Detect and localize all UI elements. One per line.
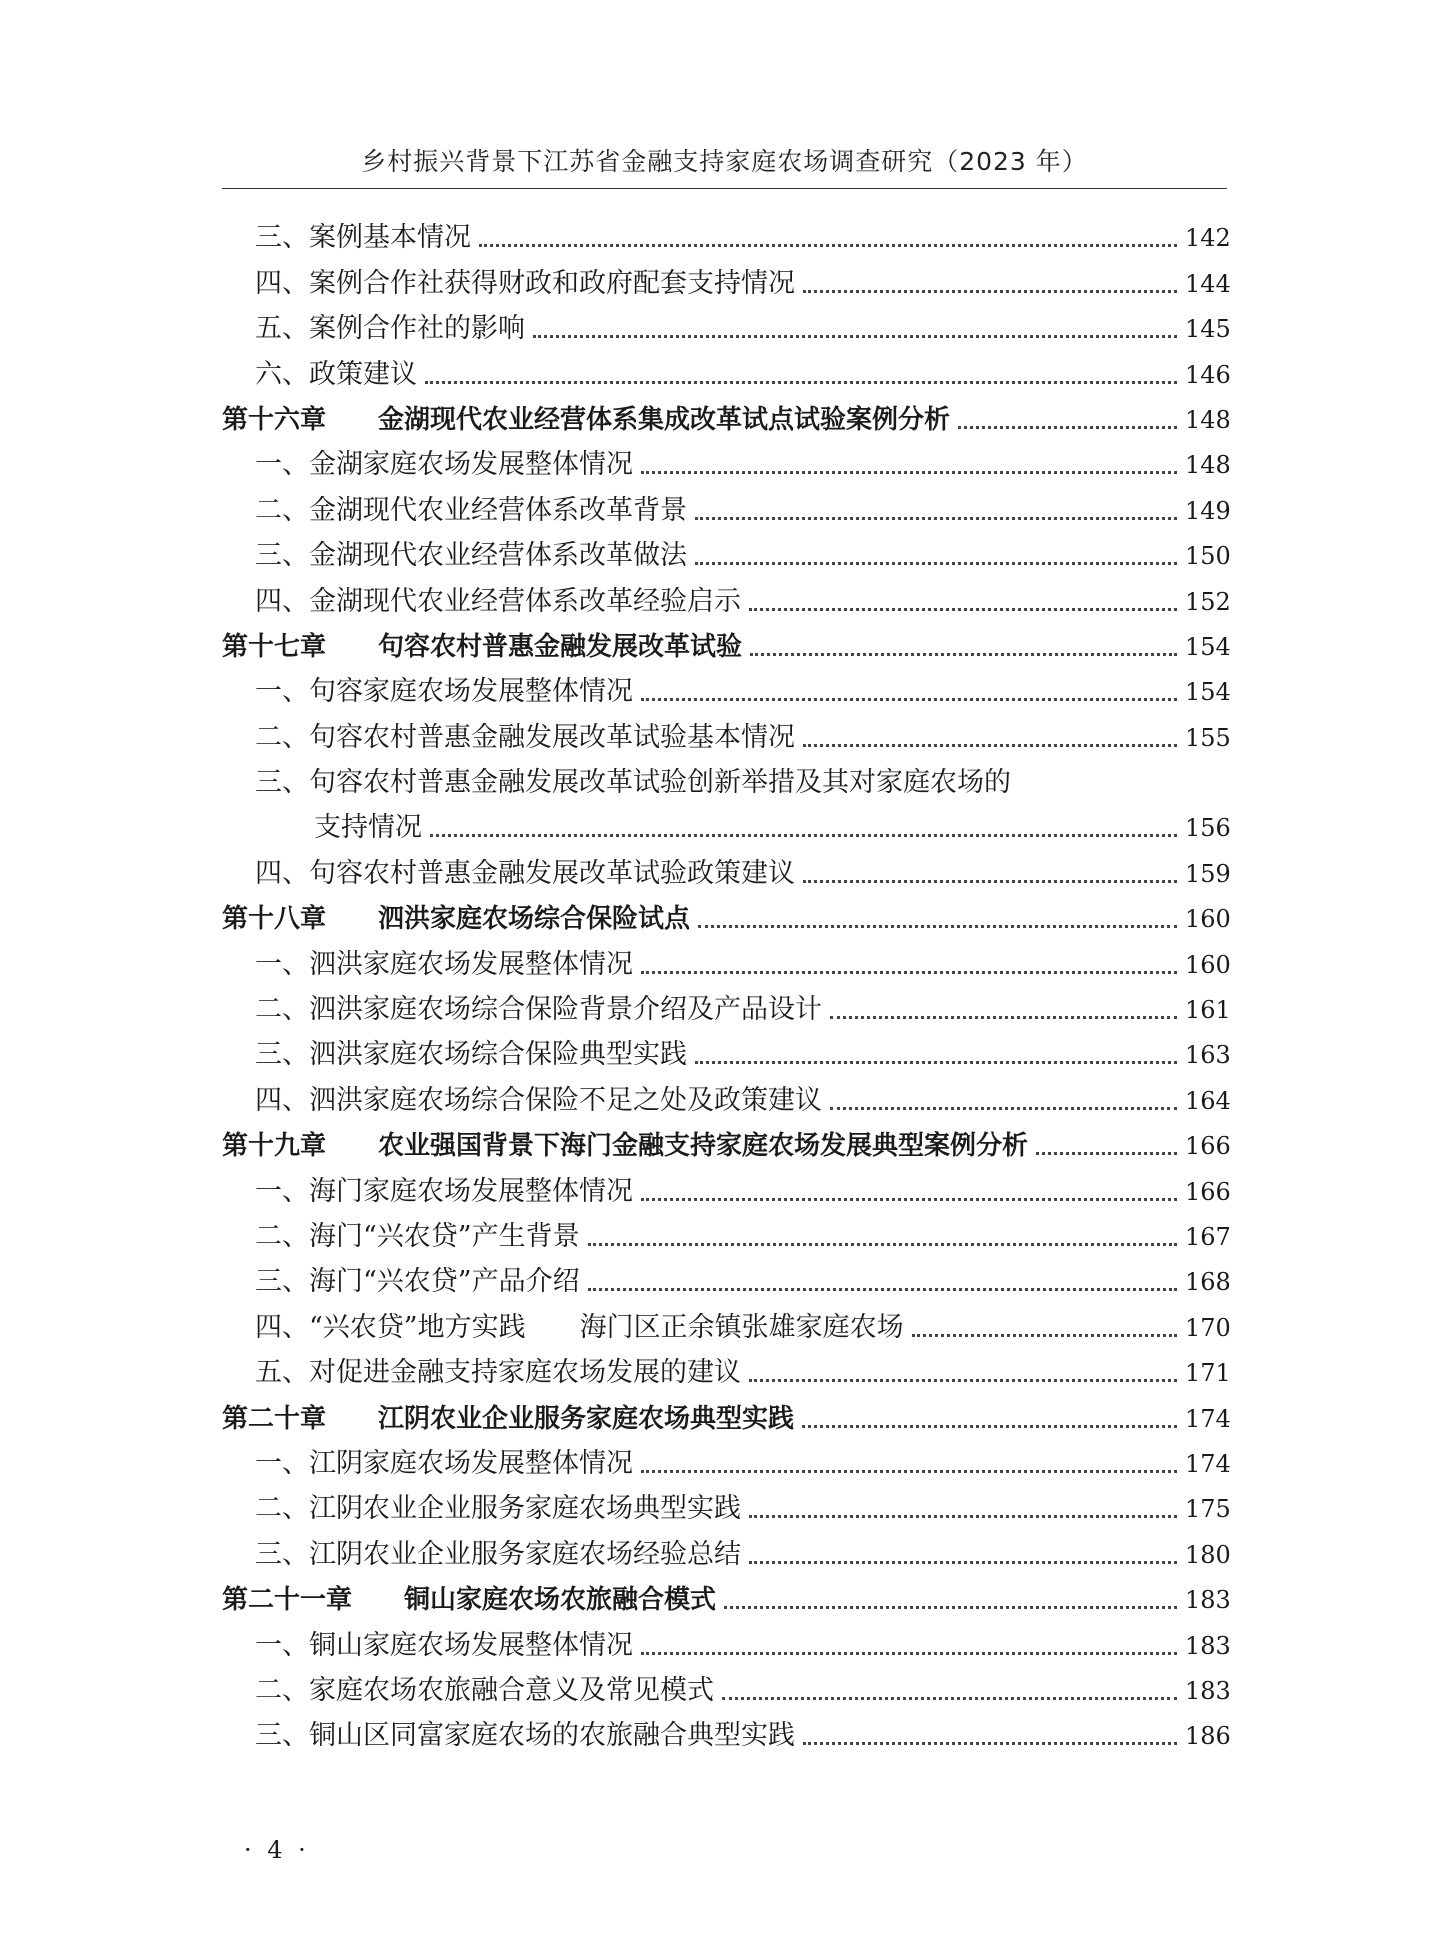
toc-entry-title: 一、金湖家庭农场发展整体情况: [255, 449, 633, 481]
toc-entry-title: 一、句容家庭农场发展整体情况: [255, 676, 633, 708]
toc-section-entry[interactable]: [222, 1621, 1231, 1666]
page-number: · 4 ·: [244, 1836, 310, 1864]
dot-leader: [695, 517, 1177, 520]
toc-page-number: 166: [1185, 1132, 1231, 1161]
toc-chapter-entry[interactable]: [222, 623, 1231, 668]
toc-entry-title: 第十六章 金湖现代农业经营体系集成改革试点试验案例分析: [222, 404, 951, 435]
toc-page-number: 159: [1185, 859, 1231, 888]
toc-entry-title: 三、铜山区同富家庭农场的农旅融合典型实践: [255, 1720, 795, 1752]
toc-section-entry[interactable]: [222, 1530, 1231, 1575]
toc-page-number: 146: [1185, 360, 1231, 389]
toc-entry-title: 一、江阴家庭农场发展整体情况: [255, 1447, 633, 1479]
toc-page-number: 154: [1185, 678, 1231, 707]
dot-leader: [641, 1470, 1177, 1473]
dot-leader: [749, 608, 1177, 611]
toc-section-entry[interactable]: [222, 1485, 1231, 1530]
toc-page-number: 142: [1185, 224, 1231, 253]
toc-entry-title: 四、句容农村普惠金融发展改革试验政策建议: [255, 857, 795, 889]
toc-entry-title: 三、金湖现代农业经营体系改革做法: [255, 540, 687, 572]
toc-page-number: 145: [1185, 315, 1231, 344]
toc-entry-title: 四、“兴农贷”地方实践 海门区正余镇张雄家庭农场: [255, 1311, 904, 1343]
dot-leader: [533, 335, 1177, 338]
toc-chapter-entry[interactable]: [222, 895, 1231, 940]
toc-chapter-entry[interactable]: [222, 1394, 1231, 1439]
dot-leader: [912, 1334, 1177, 1337]
toc-section-entry[interactable]: [222, 486, 1231, 531]
toc-page-number: 186: [1185, 1722, 1231, 1751]
toc-section-entry[interactable]: [222, 1167, 1231, 1212]
toc-section-entry[interactable]: [222, 804, 1231, 849]
toc-page-number: 174: [1185, 1449, 1231, 1478]
toc-entry-title: 六、政策建议: [255, 358, 417, 390]
toc-entry-title: 第十七章 句容农村普惠金融发展改革试验: [222, 631, 743, 662]
toc-section-entry[interactable]: [222, 441, 1231, 486]
toc-page-number: 168: [1185, 1268, 1231, 1297]
toc-section-entry[interactable]: [222, 1213, 1231, 1258]
toc-entry-title: 支持情况: [314, 812, 422, 844]
toc-page-number: 150: [1185, 542, 1231, 571]
toc-entry-title: 二、海门“兴农贷”产生背景: [255, 1220, 580, 1252]
toc-section-entry[interactable]: [222, 986, 1231, 1031]
toc-entry-title: 四、案例合作社获得财政和政府配套支持情况: [255, 267, 795, 299]
dot-leader: [588, 1243, 1177, 1246]
toc-entry-title: 一、海门家庭农场发展整体情况: [255, 1175, 633, 1207]
dot-leader: [641, 1198, 1177, 1201]
toc-page-number: 163: [1185, 1041, 1231, 1070]
toc-page-number: 180: [1185, 1540, 1231, 1569]
dot-leader: [750, 653, 1177, 656]
toc-page-number: 166: [1185, 1177, 1231, 1206]
toc-page-number: 175: [1185, 1495, 1231, 1524]
toc-entry-title: 第二十章 江阴农业企业服务家庭农场典型实践: [222, 1403, 795, 1434]
toc-entry-title: 二、句容农村普惠金融发展改革试验基本情况: [255, 721, 795, 753]
toc-page-number: 170: [1185, 1313, 1231, 1342]
toc-page-number: 167: [1185, 1222, 1231, 1251]
toc-entry-title: 二、家庭农场农旅融合意义及常见模式: [255, 1674, 714, 1706]
toc-chapter-entry[interactable]: [222, 396, 1231, 441]
toc-entry-title: 三、泗洪家庭农场综合保险典型实践: [255, 1039, 687, 1071]
toc-section-entry[interactable]: [222, 1031, 1231, 1076]
toc-page-number: 148: [1185, 405, 1231, 434]
toc-page-number: 161: [1185, 996, 1231, 1025]
dot-leader: [749, 1561, 1177, 1564]
dot-leader: [641, 971, 1177, 974]
toc-entry-title: 五、对促进金融支持家庭农场发展的建议: [255, 1357, 741, 1389]
dot-leader: [803, 290, 1177, 293]
toc-section-entry[interactable]: [222, 1712, 1231, 1757]
header-rule: [222, 188, 1227, 189]
toc-section-entry[interactable]: [222, 1258, 1231, 1303]
dot-leader: [1036, 1152, 1177, 1155]
toc-section-entry[interactable]: [222, 1667, 1231, 1712]
running-header: 乡村振兴背景下江苏省金融支持家庭农场调查研究（2023 年）: [361, 147, 1088, 176]
toc-section-entry[interactable]: [222, 849, 1231, 894]
dot-leader: [830, 1107, 1177, 1110]
toc-page-number: 152: [1185, 587, 1231, 616]
toc-chapter-entry[interactable]: [222, 1576, 1231, 1621]
dot-leader: [749, 1379, 1177, 1382]
dot-leader: [749, 1515, 1177, 1518]
dot-leader: [830, 1016, 1177, 1019]
toc-entry-title: 五、案例合作社的影响: [255, 313, 525, 345]
dot-leader: [641, 471, 1177, 474]
dot-leader: [803, 880, 1177, 883]
toc-entry-title: 四、泗洪家庭农场综合保险不足之处及政策建议: [255, 1084, 822, 1116]
toc-page-number: 155: [1185, 723, 1231, 752]
toc-page-number: 171: [1185, 1359, 1231, 1388]
toc-section-entry[interactable]: [222, 1303, 1231, 1348]
dot-leader: [698, 925, 1177, 928]
dot-leader: [802, 1425, 1177, 1428]
toc-section-entry[interactable]: [222, 1349, 1231, 1394]
toc-entry-title: 三、海门“兴农贷”产品介绍: [255, 1266, 580, 1298]
dot-leader: [479, 244, 1177, 247]
dot-leader: [724, 1606, 1177, 1609]
toc-section-entry[interactable]: [222, 577, 1231, 622]
toc-section-entry[interactable]: [222, 713, 1231, 758]
toc-entry-title: 第十九章 农业强国背景下海门金融支持家庭农场发展典型案例分析: [222, 1131, 1029, 1162]
dot-leader: [641, 698, 1177, 701]
toc-entry-title: 一、铜山家庭农场发展整体情况: [255, 1629, 633, 1661]
toc-page-number: 160: [1185, 950, 1231, 979]
toc-page-number: 164: [1185, 1086, 1231, 1115]
toc-entry-title: 三、句容农村普惠金融发展改革试验创新举措及其对家庭农场的: [255, 767, 1011, 799]
toc-page-number: 183: [1185, 1586, 1231, 1615]
toc-section-entry[interactable]: [222, 1440, 1231, 1485]
dot-leader: [958, 426, 1177, 429]
toc-entry-title: 二、江阴农业企业服务家庭农场典型实践: [255, 1493, 741, 1525]
toc-section-entry[interactable]: [222, 940, 1231, 985]
toc-section-entry[interactable]: [222, 259, 1231, 304]
toc-entry-title: 三、江阴农业企业服务家庭农场经验总结: [255, 1538, 741, 1570]
toc-page-number: 174: [1185, 1404, 1231, 1433]
dot-leader: [430, 834, 1177, 837]
toc-entry-title: 第二十一章 铜山家庭农场农旅融合模式: [222, 1585, 717, 1616]
dot-leader: [695, 1061, 1177, 1064]
toc-page-number: 183: [1185, 1631, 1231, 1660]
toc-page-number: 156: [1185, 814, 1231, 843]
toc-page-number: 148: [1185, 451, 1231, 480]
toc-page-number: 160: [1185, 905, 1231, 934]
dot-leader: [588, 1288, 1177, 1291]
dot-leader: [803, 744, 1177, 747]
toc-entry-title: 第十八章 泗洪家庭农场综合保险试点: [222, 904, 691, 935]
toc-section-entry[interactable]: [222, 668, 1231, 713]
toc-page-number: 183: [1185, 1676, 1231, 1705]
toc-entry-title: 一、泗洪家庭农场发展整体情况: [255, 948, 633, 980]
dot-leader: [722, 1697, 1177, 1700]
toc-section-entry[interactable]: [222, 1076, 1231, 1121]
toc-section-entry[interactable]: [222, 759, 1227, 804]
toc-chapter-entry[interactable]: [222, 1122, 1231, 1167]
toc-section-entry[interactable]: [222, 214, 1231, 259]
table-of-contents: [222, 214, 1231, 1757]
toc-entry-title: 二、泗洪家庭农场综合保险背景介绍及产品设计: [255, 994, 822, 1026]
dot-leader: [803, 1742, 1177, 1745]
toc-page-number: 149: [1185, 496, 1231, 525]
toc-section-entry[interactable]: [222, 532, 1231, 577]
toc-entry-title: 四、金湖现代农业经营体系改革经验启示: [255, 585, 741, 617]
toc-section-entry[interactable]: [222, 350, 1231, 395]
toc-entry-title: 二、金湖现代农业经营体系改革背景: [255, 494, 687, 526]
dot-leader: [695, 562, 1177, 565]
toc-section-entry[interactable]: [222, 305, 1231, 350]
dot-leader: [425, 381, 1177, 384]
dot-leader: [641, 1652, 1177, 1655]
toc-page-number: 144: [1185, 269, 1231, 298]
toc-entry-title: 三、案例基本情况: [255, 222, 471, 254]
toc-page-number: 154: [1185, 632, 1231, 661]
